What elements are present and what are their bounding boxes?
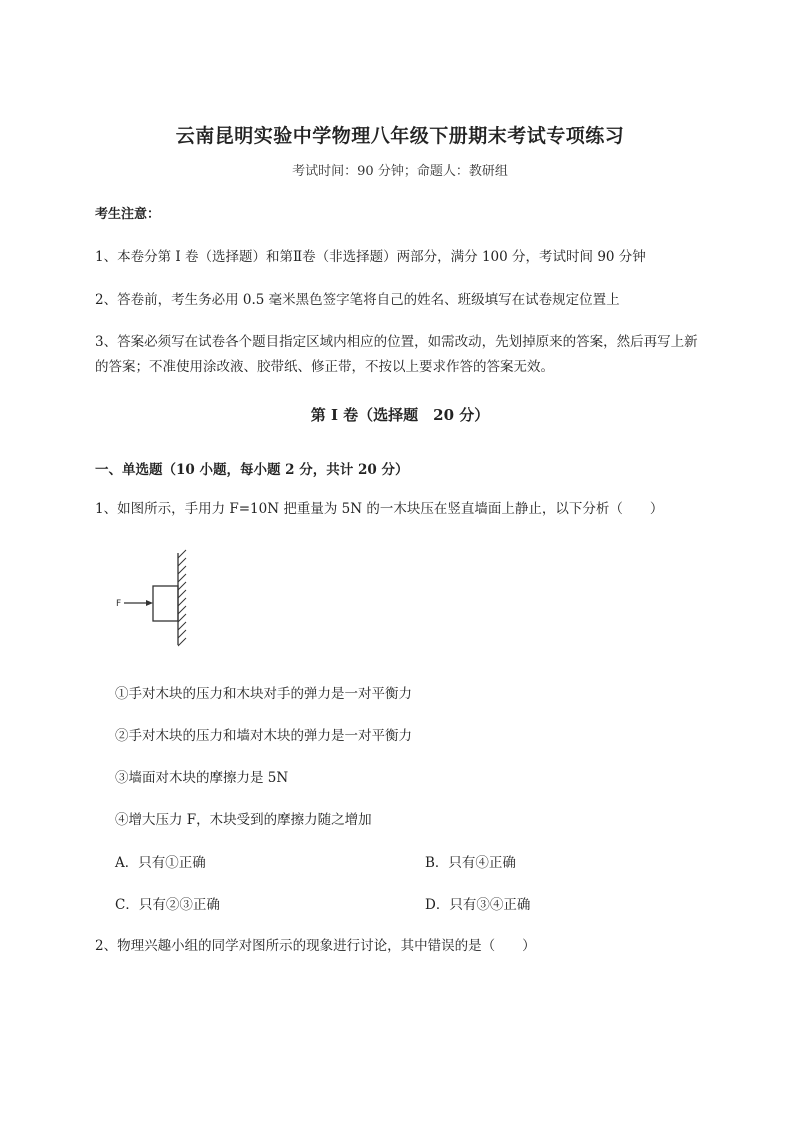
option-c: C．只有②③正确 <box>115 897 220 913</box>
option-a: A．只有①正确 <box>115 855 206 871</box>
statement-3: ③墙面对木块的摩擦力是 5N <box>115 770 289 786</box>
notice-item-1: 1、本卷分第 I 卷（选择题）和第Ⅱ卷（非选择题）两部分，满分 100 分，考试时间 90 分钟 <box>95 249 646 265</box>
wall-hatching <box>178 550 186 646</box>
option-b: B．只有④正确 <box>425 855 516 871</box>
notice-item-3-continued: 的答案；不准使用涂改液、胶带纸、修正带，不按以上要求作答的答案无效。 <box>95 359 554 375</box>
force-arrow-head <box>146 600 153 606</box>
wooden-block <box>153 586 178 621</box>
notice-heading: 考生注意： <box>95 207 161 222</box>
force-label: F <box>116 599 122 609</box>
question-2-stem: 2、物理兴趣小组的同学对图所示的现象进行讨论，其中错误的是（ ） <box>95 938 536 954</box>
document-subtitle: 考试时间：90 分钟；命题人：教研组 <box>292 164 508 179</box>
notice-item-2: 2、答卷前，考生务必用 0.5 毫米黑色签字笔将自己的姓名、班级填写在试卷规定位置上 <box>95 292 620 308</box>
question-1-figure <box>110 548 200 652</box>
part-heading: 一、单选题（10 小题，每小题 2 分，共计 20 分） <box>95 462 409 478</box>
section-title: 第 I 卷（选择题 20 分） <box>310 406 490 424</box>
statement-1: ①手对木块的压力和木块对手的弹力是一对平衡力 <box>115 686 412 702</box>
option-d: D．只有③④正确 <box>425 897 531 913</box>
document-title: 云南昆明实验中学物理八年级下册期末考试专项练习 <box>175 125 625 147</box>
question-1-stem: 1、如图所示，手用力 F=10N 把重量为 5N 的一木块压在竖直墙面上静止，以下分析（ ） <box>95 501 664 517</box>
statement-4: ④增大压力 F，木块受到的摩擦力随之增加 <box>115 812 372 828</box>
block-against-wall-diagram <box>110 548 200 648</box>
notice-item-3: 3、答案必须写在试卷各个题目指定区域内相应的位置，如需改动，先划掉原来的答案，然后再写上新 <box>95 334 698 350</box>
statement-2: ②手对木块的压力和墙对木块的弹力是一对平衡力 <box>115 728 412 744</box>
